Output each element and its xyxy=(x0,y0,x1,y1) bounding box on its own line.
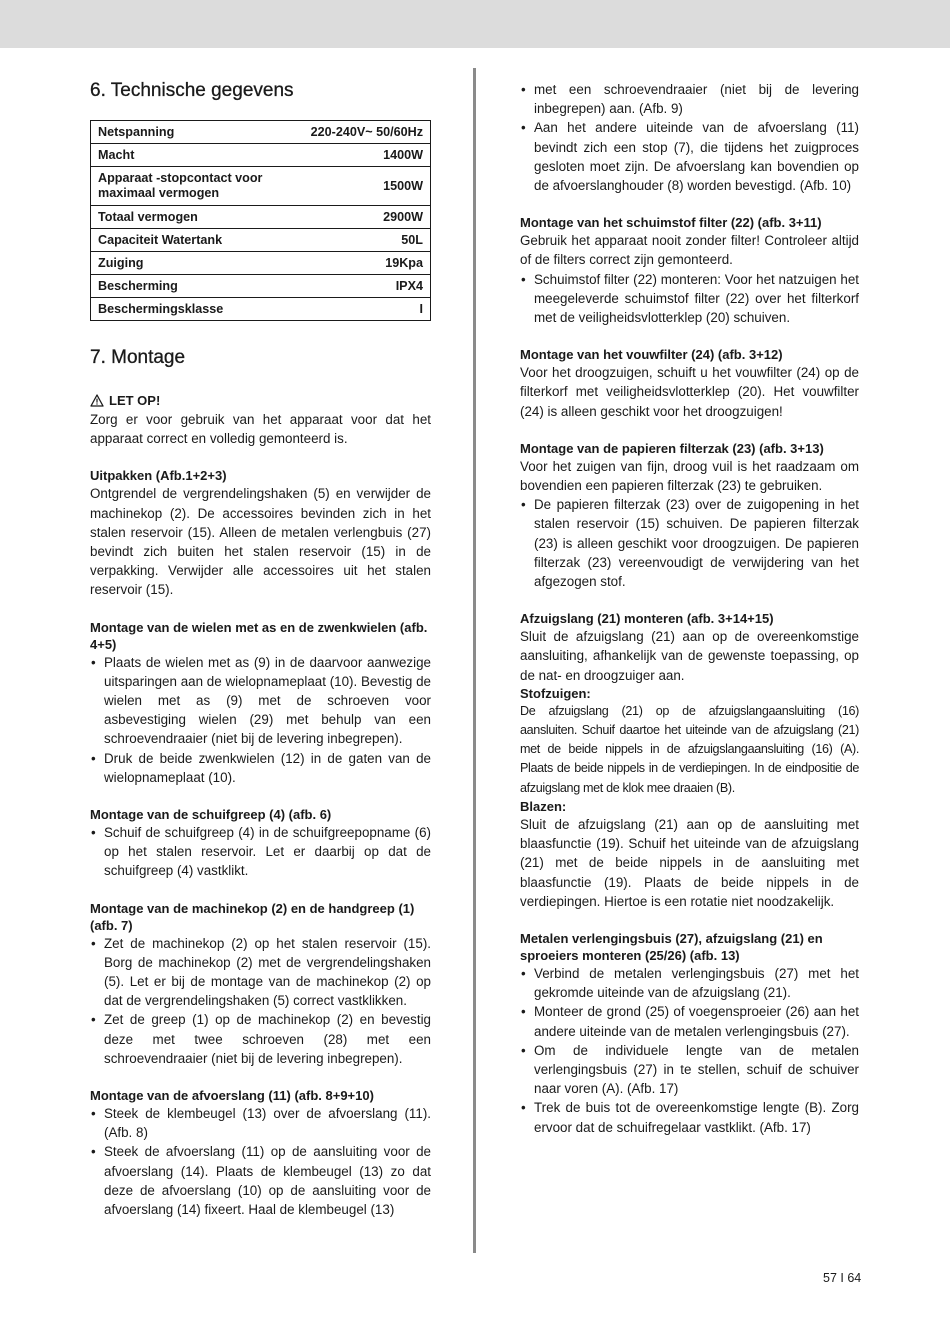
dust-text: De afzuigslang (21) op de afzuigslangaansluiting (16) aansluiten. Schuif daartoe het uiteinde van de afzuigslang (21) met de beide nippels in de afzuigslangaansluiting (16) (A). Plaats de beide nippels in de verdiepingen. In de eindpositie de afzuigslang met de klok mee draaien (B). xyxy=(520,703,859,795)
spec-label: Netspanning xyxy=(91,121,281,144)
fold-text: Voor het droogzuigen, schuift u het vouwfilter (24) op de filterkorf met veiligheidsvlotterklep (20). Het vouwfilter (24) is alleen geschikt voor het droogzuigen! xyxy=(520,365,859,419)
list-item: • Trek de buis tot de overeenkomstige lengte (B). Zorg ervoor dat de schuifregelaar vastklikt. (Afb. 17) xyxy=(520,1098,859,1136)
drain-list xyxy=(90,1104,431,1219)
spec-row xyxy=(91,229,431,252)
spec-value: 1400W xyxy=(281,144,431,167)
list-item: • Plaats de wielen met as (9) in de daarvoor aanwezige uitsparingen aan de wielopnameplaat (10). Bevestig de wielen met as (9) met de schroeven voor asbevestiging wielen (29) met behulp van een schroevendraaier (niet bij de levering inbegrepen). xyxy=(90,653,431,749)
spec-value: 19Kpa xyxy=(281,252,431,275)
foam-list xyxy=(520,270,859,328)
spec-value: 220-240V~ 50/60Hz xyxy=(281,121,431,144)
head-list xyxy=(90,934,431,1068)
spec-label: Capaciteit Watertank xyxy=(91,229,281,252)
spec-row xyxy=(91,167,431,206)
list-item: • Druk de beide zwenkwielen (12) in de gaten van de wielopnameplaat (10). xyxy=(90,749,431,787)
drain-title: Montage van de afvoerslang (11) (afb. 8+9+10) xyxy=(90,1088,374,1104)
list-item: • Monteer de grond (25) of voegensproeier (26) aan het andere uiteinde van de metalen verlengingsbuis (27). xyxy=(520,1002,859,1040)
head-title: Montage van de machinekop (2) en de handgreep (1) (afb. 7) xyxy=(90,900,415,933)
list-item: • Schuif de schuifgreep (4) in de schuifgreepopname (6) op het stalen reservoir. Let er daarbij op dat de schuifgreep (4) vastklikt. xyxy=(90,823,431,881)
hose-text: Sluit de afzuigslang (21) aan op de overeenkomstige aansluiting, afhankelijk van de gewenste toepassing, op de nat- en droogzuiger aan. xyxy=(520,629,859,683)
spec-label: Bescherming xyxy=(91,275,281,298)
section-6-title: 6. Technische gegevens xyxy=(90,80,294,101)
dust-label: Stofzuigen: xyxy=(520,685,591,701)
paper-list xyxy=(520,495,859,591)
paper-text: Voor het zuigen van fijn, droog vuil is het raadzaam om bovendien een papieren filterzak (23) te gebruiken. xyxy=(520,458,859,494)
right-column xyxy=(520,80,859,1137)
list-item: • De papieren filterzak (23) over de zuigopening in het stalen reservoir (15) schuiven. De papieren filterzak (23) is alleen geschikt voor droogzuigen. De papieren filterzak (23) vereenvoudigt de verwijdering van het afgezogen stof. xyxy=(520,495,859,591)
list-item: • Zet de greep (1) op de machinekop (2) en bevestig deze met twee schroeven (28) met een schroevendraaier (niet bij de levering inbegrepen). xyxy=(90,1010,431,1068)
blow-label: Blazen: xyxy=(520,798,567,814)
wheels-title: Montage van de wielen met as en de zwenkwielen (afb. 4+5) xyxy=(90,619,428,652)
column-divider xyxy=(473,68,476,1253)
list-item: • Zet de machinekop (2) op het stalen reservoir (15). Borg de machinekop (2) met de vergrendelingshaken (5). Let er bij de montage van de machinekop (2) op dat de vergrendelingshaken (5) correct vastklikken. xyxy=(90,934,431,1011)
handle-list xyxy=(90,823,431,881)
spec-row xyxy=(91,275,431,298)
list-item: • Verbind de metalen verlengingsbuis (27) met het gekromde uiteinde van de afzuigslang (21). xyxy=(520,964,859,1002)
spec-row xyxy=(91,252,431,275)
spec-row xyxy=(91,206,431,229)
warning-label: LET OP! xyxy=(109,393,161,408)
foam-text: Gebruik het apparaat nooit zonder filter! Controleer altijd of de filters correct zijn gemonteerd. xyxy=(520,233,859,268)
tube-title: Metalen verlengingsbuis (27), afzuigslang (21) en sproeiers monteren (25/26) (afb. 13) xyxy=(520,930,823,963)
spec-label: Macht xyxy=(91,144,281,167)
warning-text: Zorg er voor gebruik van het apparaat voor dat het apparaat correct en volledig gemonteerd is. xyxy=(90,412,431,447)
tube-list xyxy=(520,964,859,1137)
left-column xyxy=(90,80,431,1219)
spec-label: Totaal vermogen xyxy=(91,206,281,229)
hose-title: Afzuigslang (21) monteren (afb. 3+14+15) xyxy=(520,611,774,627)
spec-value: 2900W xyxy=(281,206,431,229)
spec-row xyxy=(91,121,431,144)
spec-row xyxy=(91,298,431,321)
header-band xyxy=(0,0,950,48)
fold-title: Montage van het vouwfilter (24) (afb. 3+12) xyxy=(520,347,783,363)
spec-label: Beschermingsklasse xyxy=(91,298,281,321)
spec-value: I xyxy=(281,298,431,321)
paper-title: Montage van de papieren filterzak (23) (afb. 3+13) xyxy=(520,440,824,456)
list-item: • Steek de klembeugel (13) over de afvoerslang (11). (Afb. 8) xyxy=(90,1104,431,1142)
spec-label: Apparaat -stopcontact voor maximaal vermogen xyxy=(91,167,281,206)
list-item: • Schuimstof filter (22) monteren: Voor het natzuigen het meegeleverde schuimstof filter (22) over het filterkorf met de veiligheidsvlotterklep (20) schuiven. xyxy=(520,270,859,328)
drain-cont-list xyxy=(520,80,859,195)
spec-value: IPX4 xyxy=(281,275,431,298)
list-item: • Aan het andere uiteinde van de afvoerslang (11) bevindt zich een stop (7), die tijdens het zuigproces gesloten moet zijn. De afvoerslang kan bovendien op de afvoerslanghouder (8) worden bevestigd. (Afb. 10) xyxy=(520,118,859,195)
warning-heading xyxy=(90,391,431,410)
list-item: • Steek de afvoerslang (11) op de aansluiting voor de afvoerslang (14). Plaats de klembeugel (13) zo dat deze de afvoerslang (10) op de aansluiting voor de afvoerslang (14) fixeert. Haal de klembeugel (13) xyxy=(90,1142,431,1219)
page-number: 57 I 64 xyxy=(823,1271,862,1285)
spec-value: 1500W xyxy=(281,167,431,206)
spec-row xyxy=(91,144,431,167)
section-7-title: 7. Montage xyxy=(90,347,186,368)
spec-table xyxy=(90,120,431,321)
handle-title: Montage van de schuifgreep (4) (afb. 6) xyxy=(90,807,332,823)
wheels-list xyxy=(90,653,431,787)
blow-text: Sluit de afzuigslang (21) aan op de aansluiting met blaasfunctie (19). Schuif het uiteinde van de afzuigslang (21) met de beide nippels in de aansluiting met blaasfunctie (19). Plaats de beide nippels in de verdiepingen. Hiertoe is een rotatie niet noodzakelijk. xyxy=(520,816,859,909)
list-item: • Om de individuele lengte van de metalen verlengingsbuis (27) in te stellen, schuif de schuiver naar voren (A). (Afb. 17) xyxy=(520,1041,859,1099)
unpack-title: Uitpakken (Afb.1+2+3) xyxy=(90,468,227,484)
spec-value: 50L xyxy=(281,229,431,252)
spec-label: Zuiging xyxy=(91,252,281,275)
foam-title: Montage van het schuimstof filter (22) (afb. 3+11) xyxy=(520,215,822,231)
unpack-text: Ontgrendel de vergrendelingshaken (5) en verwijder de machinekop (2). De accessoires bevinden zich in het stalen reservoir (15). Alleen de metalen verlengbuis (27) bevindt zich buiten het stalen reservoir (15) in de verpakking. Verwijder alle accessoires uit het stalen reservoir (15). xyxy=(90,486,431,598)
list-item-continued: • met een schroevendraaier (niet bij de levering inbegrepen) aan. (Afb. 9) xyxy=(520,80,859,118)
warning-triangle-icon xyxy=(90,394,104,407)
